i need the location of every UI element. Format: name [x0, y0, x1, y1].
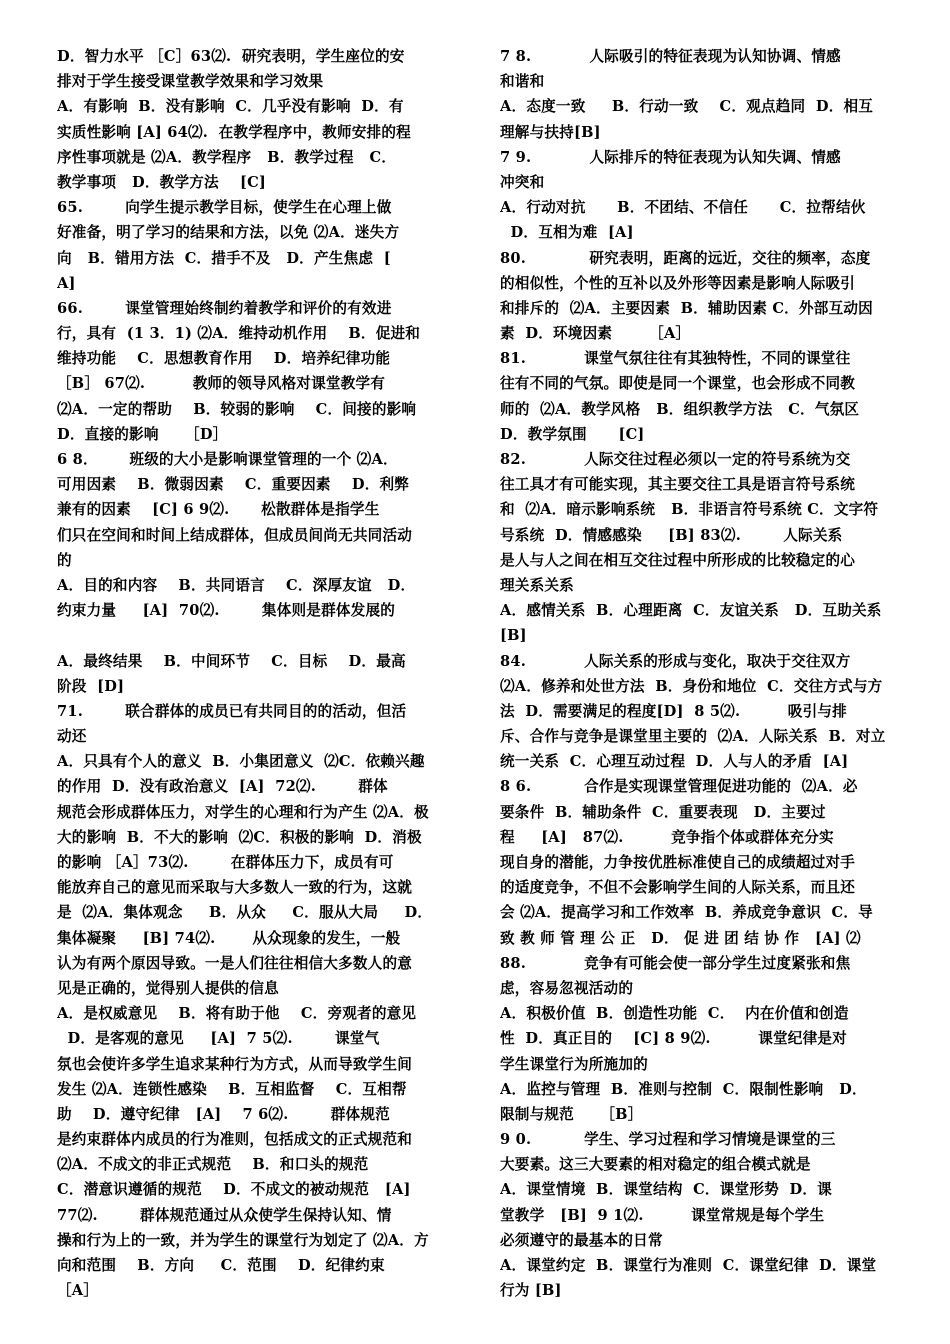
- left-text-line: C．潜意识遵循的规范 D．不成文的被动规范 [A]: [57, 1181, 411, 1199]
- left-text-line: 排对于学生接受课堂教学效果和学习效果: [57, 73, 324, 91]
- left-text-line: 66. 课堂管理始终制约着教学和评价的有效进: [57, 299, 392, 317]
- right-text-line: D．教学氛围 [C]: [500, 425, 645, 443]
- right-text-line: 和 ⑵A．暗示影响系统 B．非语言符号系统 C．文字符: [500, 501, 879, 519]
- left-text-line: ［A］: [57, 1282, 99, 1300]
- left-text-line: 的影响 ［A］73⑵. 在群体压力下，成员有可: [57, 854, 394, 871]
- left-text-line: 的: [57, 551, 72, 569]
- left-text-line: ［B］ 67⑵. 教师的领导风格对课堂教学有: [57, 375, 386, 393]
- right-text-line: 师的 ⑵A．教学风格 B．组织教学方法 C．气氛区: [500, 400, 860, 418]
- right-text-line: A．感情关系 B．心理距离 C．友谊关系 D．互助关系: [500, 602, 882, 620]
- right-text-line: 9 0. 学生、学习过程和学习情境是课堂的三: [500, 1131, 836, 1149]
- right-text-line: D．互相为难 [A]: [500, 224, 634, 242]
- left-text-line: A．有影响 B．没有影响 C．几乎没有影响 D．有: [57, 98, 404, 116]
- right-text-line: 和排斥的 ⑵A．主要因素 B．辅助因素 C．外部互动因: [500, 299, 873, 317]
- right-text-line: 7 8. 人际吸引的特征表现为认知协调、情感: [500, 48, 841, 65]
- left-text-line: 规范会形成群体压力，对学生的心理和行为产生 ⑵A．极: [57, 803, 429, 821]
- right-text-line: 的相似性，个性的互补以及外形等因素是影响人际吸引: [500, 274, 856, 292]
- left-text-line: 阶段 [D]: [57, 677, 125, 695]
- right-text-line: 82. 人际交往过程必须以一定的符号系统为交: [500, 451, 851, 468]
- left-text-line: ⑵A．一定的帮助 B．较弱的影响 C．间接的影响: [57, 400, 417, 418]
- right-text-line: 理解与扶持[B]: [500, 123, 601, 141]
- left-text-line: A]: [57, 274, 76, 292]
- left-text-line: 是约束群体内成员的行为准则，包括成文的正式规范和: [57, 1131, 413, 1149]
- left-text-line: 71. 联合群体的成员已有共同目的的活动，但活: [57, 702, 407, 720]
- left-text-line: 约束力量 [A] 70⑵. 集体则是群体发展的: [57, 602, 396, 620]
- left-text-line: 维持功能 C．思想教育作用 D．培养纪律功能: [57, 350, 391, 368]
- right-text-line: 理关系关系: [500, 576, 574, 594]
- right-text-line: 素 D．环境因素 ［A］: [500, 325, 691, 343]
- left-text-line: A．目的和内容 B．共同语言 C．深厚友谊 D．: [57, 576, 416, 594]
- right-text-line: A．课堂约定 B．课堂行为准则 C．课堂纪律 D．课堂: [500, 1257, 877, 1274]
- right-text-line: 8 6. 合作是实现课堂管理促进功能的 ⑵A．必: [500, 778, 858, 796]
- left-text-line: 氛也会使许多学生追求某种行为方式，从而导致学生间: [57, 1055, 413, 1073]
- right-text-line: 法 D．需要满足的程度[D] 8 5⑵. 吸引与排: [500, 702, 847, 720]
- right-text-line: [B]: [500, 627, 527, 645]
- right-text-line: 是人与人之间在相互交往过程中所形成的比较稳定的心: [500, 551, 856, 569]
- left-text-line: [57, 623, 462, 648]
- left-text-line: 序性事项就是 ⑵A．教学程序 B．教学过程 C．: [57, 148, 397, 166]
- left-text-line: 向 B．错用方法 C．措手不及 D．产生焦虑 [: [57, 249, 391, 267]
- left-text-line: A．最终结果 B．中间环节 C．目标 D．最高: [57, 652, 406, 670]
- right-text-line: 会 ⑵A．提高学习和工作效率 B．养成竞争意识 C．导: [500, 904, 873, 922]
- left-text-line: 6 8． 班级的大小是影响课堂管理的一个 ⑵A．: [57, 451, 398, 468]
- left-text-line: 动还: [57, 728, 87, 746]
- left-text-line: 助 D．遵守纪律 [A] 7 6⑵. 群体规范: [57, 1105, 390, 1123]
- left-text-line: 77⑵. 群体规范通过从众使学生保持认知、情: [57, 1206, 392, 1224]
- right-text-line: 往工具才有可能实现，其主要交往工具是语言符号系统: [500, 476, 856, 494]
- right-text-line: 行为 [B]: [500, 1282, 562, 1300]
- right-text-line: 堂教学 [B] 9 1⑵. 课堂常规是每个学生: [500, 1206, 825, 1224]
- right-column: [500, 44, 905, 1303]
- right-text-line: 要条件 B．辅助条件 C．重要表现 D．主要过: [500, 803, 826, 821]
- left-text-line: ⑵A．不成文的非正式规范 B．和口头的规范: [57, 1156, 369, 1174]
- right-text-line: 现自身的潜能，力争按优胜标准使自己的成绩超过对手: [500, 854, 856, 871]
- right-text-line: A．态度一致 B．行动一致 C．观点趋同 D．相互: [500, 98, 874, 116]
- left-text-line: A．是权威意见 B．将有助于他 C．旁观者的意见: [57, 1005, 417, 1023]
- right-text-line: 性 D．真正目的 [C] 8 9⑵. 课堂纪律是对: [500, 1030, 847, 1048]
- right-text-line: 81. 课堂气氛往往有其独特性，不同的课堂往: [500, 350, 851, 368]
- left-text-line: A．只具有个人的意义 B．小集团意义 ⑵C．依赖兴趣: [57, 753, 425, 771]
- right-text-line: 大要素。这三大要素的相对稳定的组合模式就是: [500, 1156, 811, 1174]
- right-text-line: 7 9. 人际排斥的特征表现为认知失调、情感: [500, 148, 841, 166]
- left-text-line: 认为有两个原因导致。一是人们往往相信大多数人的意: [57, 954, 413, 972]
- right-text-line: 的适度竞争，不但不会影响学生间的人际关系，而且还: [500, 879, 856, 897]
- left-text-line: 实质性影响 [A] 64⑵. 在教学程序中，教师安排的程: [57, 123, 411, 141]
- left-text-line: D．直接的影响 ［D］: [57, 425, 228, 443]
- left-text-line: 可用因素 B．微弱因素 C．重要因素 D．利弊: [57, 476, 410, 494]
- right-text-line: 统一关系 C．心理互动过程 D．人与人的矛盾 [A]: [500, 753, 849, 771]
- right-text-line: 限制与规范 ［B］: [500, 1105, 643, 1123]
- left-text-line: 向和范围 B．方向 C．范围 D．纪律约束: [57, 1257, 385, 1274]
- right-text-line: 程 [A] 87⑵. 竞争指个体或群体充分实: [500, 828, 834, 846]
- right-text-line: 号系统 D．情感感染 [B] 83⑵. 人际关系: [500, 526, 843, 544]
- left-text-line: 65. 向学生提示教学目标，使学生在心理上做: [57, 199, 392, 217]
- right-text-line: 致 教 师 管 理 公 正 D． 促 进 团 结 协 作 [A] ⑵: [500, 929, 861, 947]
- left-column: [57, 44, 462, 1303]
- left-text-line: 是 ⑵A．集体观念 B．从众 C．服从大局 D．: [57, 904, 433, 922]
- right-text-line: A．监控与管理 B．准则与控制 C．限制性影响 D．: [500, 1080, 867, 1098]
- left-text-line: 的作用 D．没有政治意义 [A] 72⑵. 群体: [57, 778, 388, 796]
- right-text-line: ⑵A．修养和处世方法 B．身份和地位 C．交往方式与方: [500, 677, 883, 695]
- left-text-line: 教学事项 D．教学方法 [C]: [57, 173, 266, 191]
- left-text-line: 能放弃自己的意见而采取与大多数人一致的行为，这就: [57, 879, 413, 897]
- left-text-line: D．是客观的意见 [A] 7 5⑵. 课堂气: [57, 1030, 380, 1048]
- left-text-line: 兼有的因素 [C] 6 9⑵. 松散群体是指学生: [57, 501, 380, 519]
- right-text-line: A．课堂情境 B．课堂结构 C．课堂形势 D．课: [500, 1181, 832, 1199]
- left-text-line: 集体凝聚 [B] 74⑵. 从众现象的发生，一般: [57, 929, 401, 947]
- left-text-line: 发生 ⑵A．连锁性感染 B．互相监督 C．互相帮: [57, 1080, 407, 1098]
- left-text-line: 大的影响 B．不大的影响 ⑵C．积极的影响 D．消极: [57, 828, 422, 846]
- left-text-line: 好准备，明了学习的结果和方法，以免 ⑵A．迷失方: [57, 224, 400, 242]
- left-text-line: 操和行为上的一致，并为学生的课堂行为划定了 ⑵A．方: [57, 1231, 429, 1249]
- right-text-line: 84. 人际关系的形成与变化，取决于交往双方: [500, 652, 851, 670]
- left-text-line: 见是正确的，觉得别人提供的信息: [57, 979, 279, 997]
- right-text-line: 80. 研究表明，距离的远近，交往的频率，态度: [500, 249, 871, 267]
- right-text-line: A．行动对抗 B．不团结、不信任 C．拉帮结伙: [500, 199, 866, 217]
- right-text-line: 必须遵守的最基本的日常: [500, 1231, 663, 1249]
- right-text-line: 冲突和: [500, 173, 545, 191]
- right-text-line: 往有不同的气氛。即使是同一个课堂，也会形成不同教: [500, 375, 856, 393]
- right-text-line: 88. 竞争有可能会使一部分学生过度紧张和焦: [500, 954, 851, 972]
- left-text-line: 行，具有 (1 3．1) ⑵A．维持动机作用 B．促进和: [57, 325, 421, 343]
- right-text-line: 学生课堂行为所施加的: [500, 1055, 648, 1073]
- left-text-line: 们只在空间和时间上结成群体，但成员间尚无共同活动: [57, 526, 413, 544]
- left-text-line: D．智力水平 ［C］63⑵. 研究表明，学生座位的安: [57, 48, 405, 65]
- right-text-line: 虑，容易忽视活动的: [500, 979, 634, 997]
- right-text-line: 斥、合作与竞争是课堂里主要的 ⑵A．人际关系 B．对立: [500, 728, 886, 746]
- right-text-line: A．积极价值 B．创造性功能 C． 内在价值和创造: [500, 1005, 849, 1023]
- right-text-line: 和谐和: [500, 73, 545, 91]
